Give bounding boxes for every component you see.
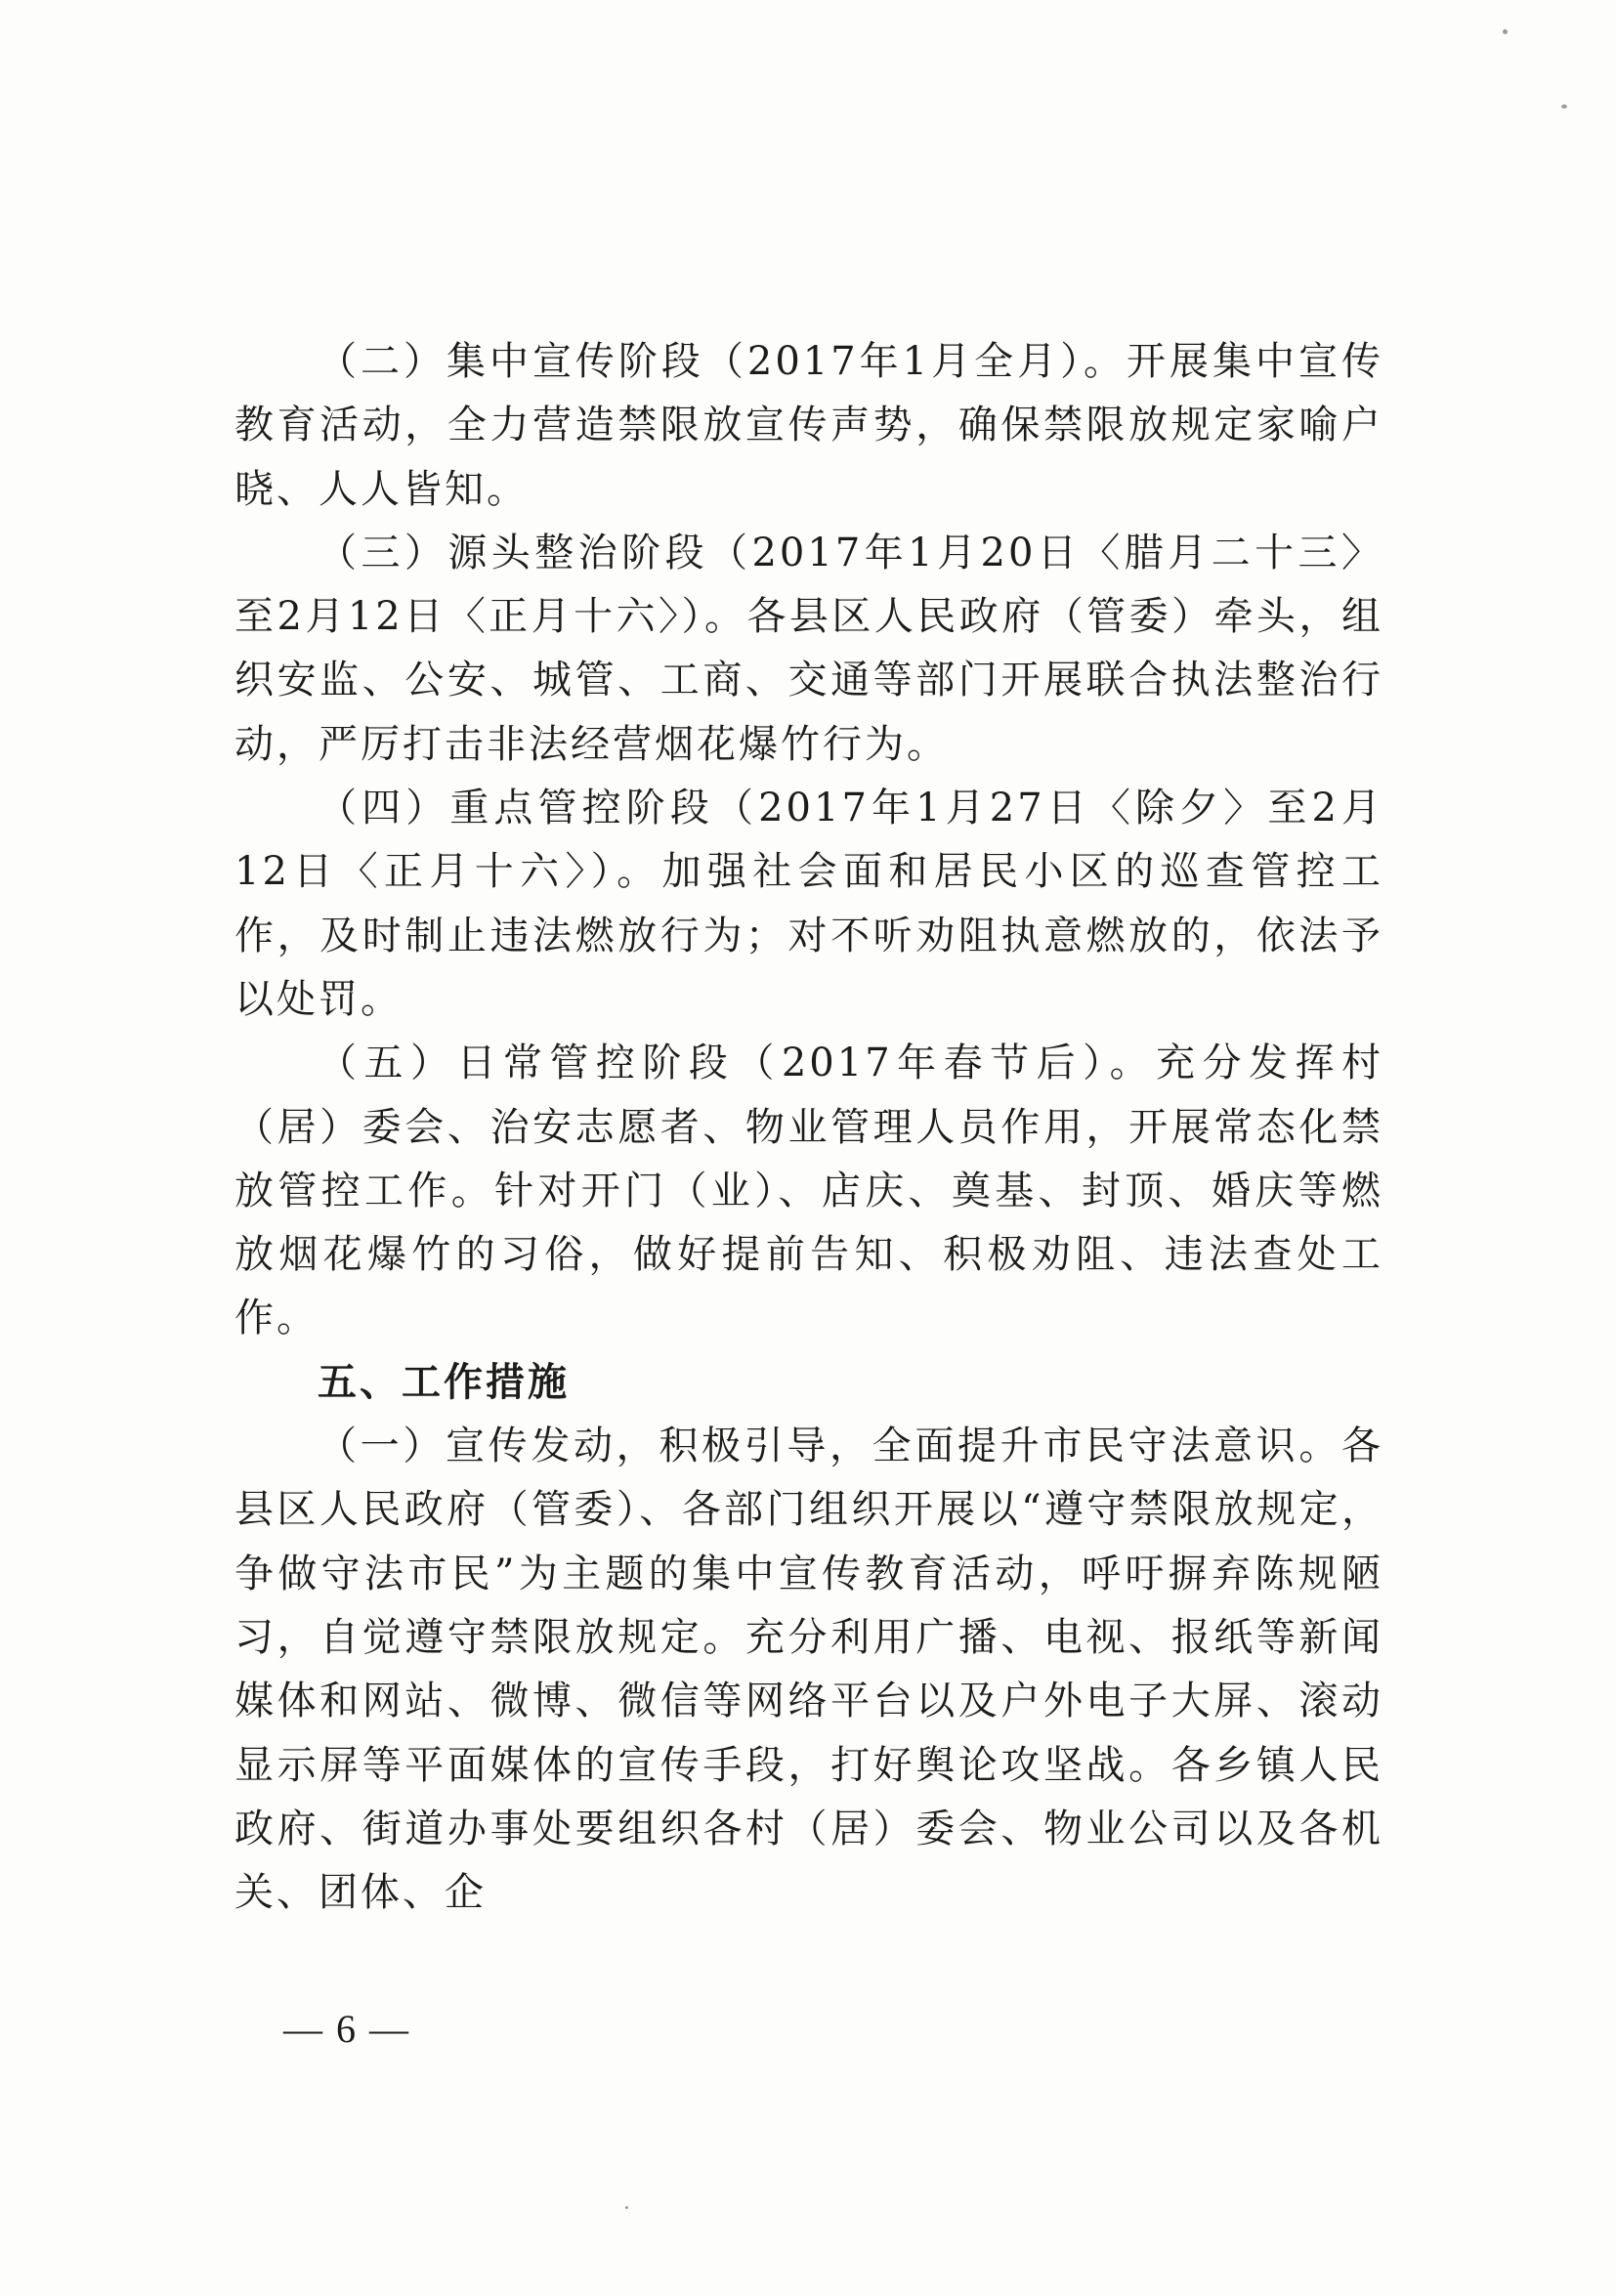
section-heading-measures: 五、工作措施 xyxy=(318,1359,570,1405)
paragraph-measure-1: （一）宣传发动，积极引导，全面提升市民守法意识。各县区人民政府（管委）、各部门组织开展以“遵守禁限放规定，争做守法市民”为主题的集中宣传教育活动，呼吁摒弃陈规陋习，自觉遵守禁限放规定。充分利用广播、电视、报纸等新闻媒体和网站、微博、微信等网络平台以及户外电子大屏、滚动显示屏等平面媒体的宣传手段，打好舆论攻坚战。各乡镇人民政府、街道办事处要组织各村（居）委会、物业公司以及各机关、团体、企 xyxy=(234,1424,1383,1916)
paragraph-stage-2: （二）集中宣传阶段（2017年1月全月）。开展集中宣传教育活动，全力营造禁限放宣传声势，确保禁限放规定家喻户晓、人人皆知。 xyxy=(234,339,1383,512)
scan-speck xyxy=(1503,29,1508,34)
document-body xyxy=(234,330,1383,1925)
scan-speck xyxy=(1561,105,1567,108)
paragraph-stage-5: （五）日常管控阶段（2017年春节后）。充分发挥村（居）委会、治安志愿者、物业管理人员作用，开展常态化禁放管控工作。针对开门（业）、店庆、奠基、封顶、婚庆等燃放烟花爆竹的习俗，做好提前告知、积极劝阻、违法查处工作。 xyxy=(234,1041,1383,1341)
paragraph-stage-4: （四）重点管控阶段（2017年1月27日〈除夕〉至2月12日〈正月十六〉）。加强社会面和居民小区的巡查管控工作，及时制止违法燃放行为；对不听劝阻执意燃放的，依法予以处罚。 xyxy=(234,786,1383,1022)
page-number: — 6 — xyxy=(283,2007,410,2051)
scan-speck xyxy=(625,2206,628,2209)
paragraph-stage-3: （三）源头整治阶段（2017年1月20日〈腊月二十三〉至2月12日〈正月十六〉）。各县区人民政府（管委）牵头，组织安监、公安、城管、工商、交通等部门开展联合执法整治行动，严厉打击非法经营烟花爆竹行为。 xyxy=(234,530,1383,767)
